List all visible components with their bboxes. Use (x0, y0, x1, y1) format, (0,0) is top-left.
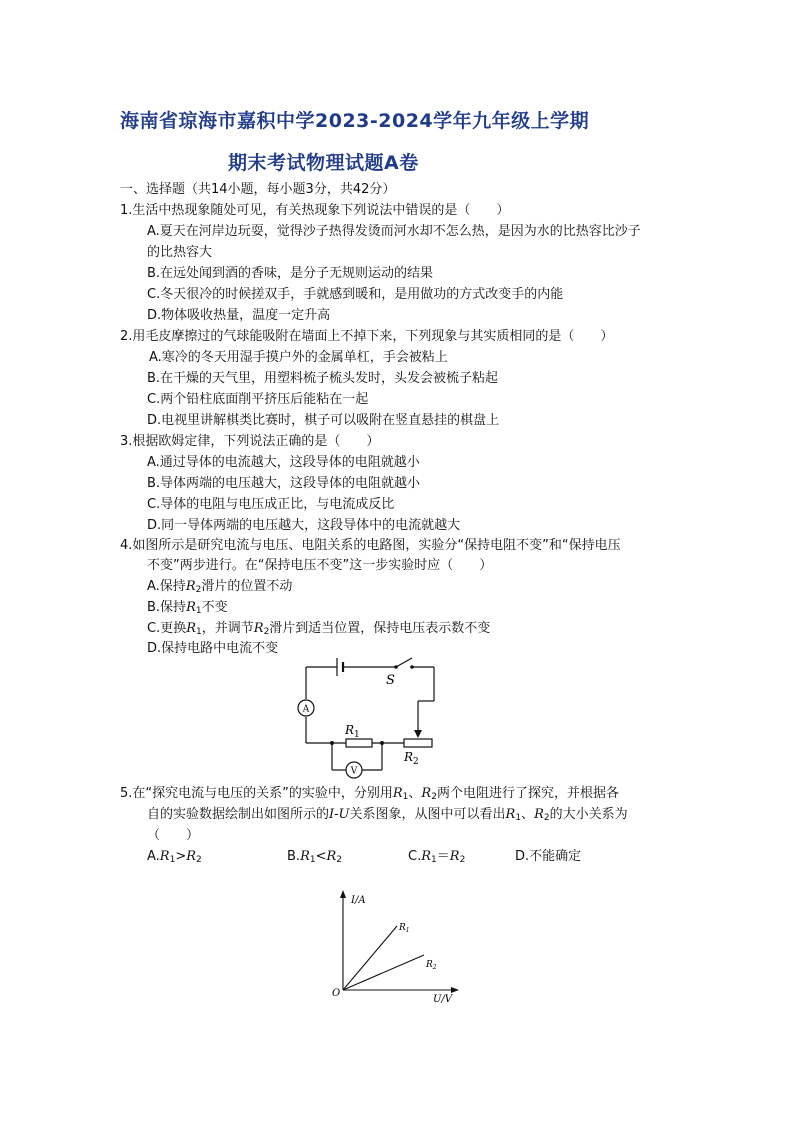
question-3-option-a: A.通过导体的电流越大，这段导体的电阻就越小 (147, 455, 420, 470)
q5-opt-a-pre: A. (147, 849, 160, 864)
question-4-option-d: D.保持电路中电流不变 (147, 641, 279, 656)
question-4-stem-line-1: 4.如图所示是研究电流与电压、电阻关系的电路图，实验分“保持电阻不变”和“保持电压 (120, 538, 621, 553)
switch-contact-left (394, 665, 398, 669)
ammeter-label: A (302, 704, 310, 715)
voltmeter-label: V (350, 766, 358, 777)
var-r: R (185, 579, 196, 594)
slider-arrow (414, 730, 422, 738)
var-r: R (392, 786, 403, 801)
r2-line-letter: R (426, 960, 433, 970)
question-1-option-a: A.夏天在河岸边玩耍，觉得沙子热得发烫而河水却不怎么热，是因为水的比热容比沙子 (147, 224, 641, 239)
var-r: R (186, 600, 196, 615)
origin-label: O (332, 988, 341, 999)
question-5-option-b (287, 848, 342, 869)
question-4-option-a-suffix: 滑片的位置不动 (201, 579, 293, 594)
junction-left (330, 741, 334, 745)
question-4-option-a-prefix: A.保持 (147, 579, 186, 594)
q5-stem2-mid: 关系图象，从图中可以看出 (349, 807, 506, 822)
x-axis-label: U/V (433, 994, 453, 1005)
switch-blade (396, 658, 412, 667)
y-axis-arrow (340, 890, 346, 898)
r1-letter: R (345, 723, 355, 737)
r2-line-label (425, 960, 437, 971)
question-4-option-b-suffix: 不变 (201, 600, 228, 615)
subscript: 1 (169, 855, 176, 865)
subscript: 2 (336, 855, 343, 865)
q5-opt-b-pre: B. (287, 849, 301, 864)
r1-line-letter: R (399, 923, 406, 933)
question-1-option-b: B.在远处闻到酒的香味，是分子无规则运动的结果 (147, 266, 434, 281)
question-3-stem: 3.根据欧姆定律，下列说法正确的是（ ） (120, 434, 380, 449)
question-5-stem-line-2 (147, 806, 628, 827)
r2-line-sub: 2 (432, 964, 437, 971)
var-r: R (253, 621, 264, 636)
question-5-option-a (147, 848, 202, 869)
resistor-r1 (346, 739, 372, 747)
question-2-option-b: B.在干燥的天气里，用塑料梳子梳头发时，头发会被梳子粘起 (147, 371, 499, 386)
subscript: 2 (195, 585, 202, 595)
subscript: 1 (431, 855, 437, 865)
subscript: 2 (263, 627, 270, 637)
var-r: R (186, 849, 197, 864)
r1-line-sub: 1 (405, 927, 410, 934)
subscript: 1 (309, 855, 316, 865)
subscript: 1 (402, 792, 409, 802)
subscript: 1 (195, 606, 202, 616)
y-axis-label: I/A (351, 895, 366, 906)
switch-contact-right (410, 665, 414, 669)
r1-line-label (398, 923, 410, 934)
question-5-stem-line-3: （ ） (147, 828, 200, 843)
subscript: 2 (431, 792, 437, 802)
subscript: 1 (196, 627, 202, 637)
x-axis-arrow (451, 987, 459, 993)
q5-stem2-post: 的大小关系为 (549, 807, 628, 822)
iu-label: I-U (329, 807, 350, 822)
var-r: R (159, 849, 170, 864)
question-5-option-d: D.不能确定 (515, 849, 582, 864)
r2-sub: 2 (413, 757, 419, 767)
question-1-option-d: D.物体吸收热量，温度一定升高 (147, 308, 331, 323)
question-2-option-a: A.寒冷的冬天用湿手摸户外的金属单杠，手会被粘上 (149, 350, 448, 365)
var-r: R (534, 807, 544, 822)
question-4-stem-line-2: 不变”两步进行。在“保持电压不变”这一步实验时应（ ） (147, 558, 493, 573)
question-4-option-c (147, 620, 490, 641)
var-r: R (421, 786, 432, 801)
q5-stem2-pre: 自的实验数据绘制出如图所示的 (147, 807, 330, 822)
subscript: 1 (515, 813, 522, 823)
q5-stem1-mid: 、 (408, 786, 422, 801)
q5-stem1-pre: 5.在“探究电流与电压的关系”的实验中，分别用 (120, 786, 393, 801)
question-3-option-b: B.导体两端的电压越大，这段导体的电阻就越小 (147, 476, 421, 491)
question-4-option-c-mid: ，并调节 (201, 621, 254, 636)
section-heading: 一、选择题（共14小题，每小题3分，共42分） (120, 182, 396, 197)
subscript: 2 (543, 813, 550, 823)
title-line-1: 海南省琼海市嘉积中学2023-2024学年九年级上学期 (120, 110, 590, 132)
question-1-stem: 1.生活中热现象随处可见，有关热现象下列说法中错误的是（ ） (120, 203, 510, 218)
question-3-option-d: D.同一导体两端的电压越大，这段导体中的电流就越大 (147, 518, 461, 533)
question-4-option-a (147, 578, 292, 599)
question-2-option-c: C.两个铅柱底面削平挤压后能粘在一起 (147, 392, 369, 407)
var-r: R (505, 807, 516, 822)
switch-label-text: S (386, 673, 395, 688)
q5-opt-a-rel: > (175, 849, 187, 864)
circuit-diagram (290, 655, 450, 780)
question-4-option-b (147, 599, 228, 620)
question-2-option-d: D.电视里讲解棋类比赛时，棋子可以吸附在竖直悬挂的棋盘上 (147, 413, 500, 428)
r1-sub: 1 (354, 730, 360, 740)
q5-opt-c-pre: C. (408, 849, 422, 864)
question-2-stem: 2.用毛皮摩擦过的气球能吸附在墙面上不掉下来，下列现象与其实质相同的是（ ） (120, 329, 614, 344)
junction-right (380, 741, 384, 745)
r2-letter: R (404, 750, 414, 764)
title-line-2: 期末考试物理试题A卷 (228, 152, 419, 174)
switch-label (386, 673, 395, 688)
var-r: R (300, 849, 310, 864)
line-r1 (343, 926, 397, 990)
r2-label (403, 750, 419, 767)
question-1-option-c: C.冬天很冷的时候搓双手，手就感到暖和，是用做功的方式改变手的内能 (147, 287, 564, 302)
var-r: R (186, 621, 197, 636)
q5-stem2-sep: 、 (521, 807, 535, 822)
var-r: R (421, 849, 432, 864)
q5-opt-b-rel: < (315, 849, 327, 864)
question-4-option-c-prefix: C.更换 (147, 621, 187, 636)
var-r: R (326, 849, 337, 864)
question-4-option-b-prefix: B.保持 (147, 600, 187, 615)
var-r: R (449, 849, 460, 864)
question-1-option-a-cont: 的比热容大 (147, 245, 213, 260)
subscript: 2 (196, 855, 202, 865)
subscript: 2 (459, 855, 466, 865)
q5-opt-c-rel: ＝ (436, 849, 450, 864)
line-r2 (343, 955, 424, 990)
question-5-option-c (408, 848, 465, 869)
r1-label (344, 723, 360, 740)
resistor-r2 (404, 739, 432, 747)
iu-graph (325, 888, 465, 1006)
question-3-option-c: C.导体的电阻与电压成正比，与电流成反比 (147, 497, 395, 512)
q5-stem1-post: 两个电阻进行了探究，并根据各 (436, 786, 619, 801)
question-4-option-c-suffix: 滑片到适当位置，保持电压表示数不变 (269, 621, 491, 636)
question-5-stem-line-1 (120, 785, 619, 806)
